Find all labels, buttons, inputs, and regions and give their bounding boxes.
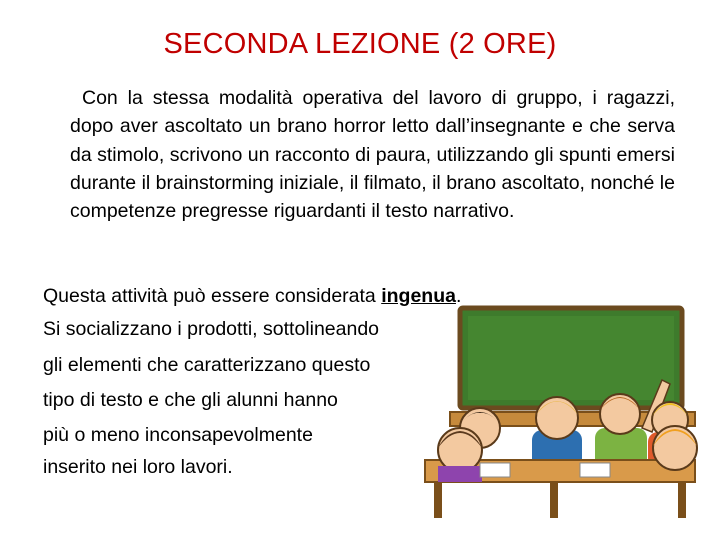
activity-line (43, 285, 461, 308)
activity-suffix: . (455, 285, 462, 307)
body-line-1: Si socializzano i prodotti, sottolineando (43, 318, 380, 340)
child-front-2 (653, 426, 697, 470)
body-line-5: inserito nei loro lavori. (43, 456, 233, 478)
body-line-4: più o meno inconsapevolmente (43, 424, 313, 446)
slide-title: SECONDA LEZIONE (2 ORE) (163, 28, 557, 60)
activity-prefix: Questa attività può essere considerata (43, 285, 382, 307)
intro-paragraph: Con la stessa modalità operativa del lavoro di gruppo, i ragazzi, dopo aver ascoltato un brano horror letto dall’insegnante e che serva da stimolo, scrivono un racconto di paura, utilizzando gli spunti emersi durante il brainstorming iniziale, il filmato, il brano ascoltato, nonché le competenze pregresse riguardanti il testo narrativo. (70, 87, 675, 223)
body-line-3: tipo di testo e che gli alunni hanno (43, 389, 338, 411)
child-front-1 (438, 428, 482, 482)
body-line-2: gli elementi che caratterizzano questo (43, 354, 371, 376)
classroom-clipart (420, 300, 700, 525)
activity-emphasis: ingenua (381, 285, 456, 307)
